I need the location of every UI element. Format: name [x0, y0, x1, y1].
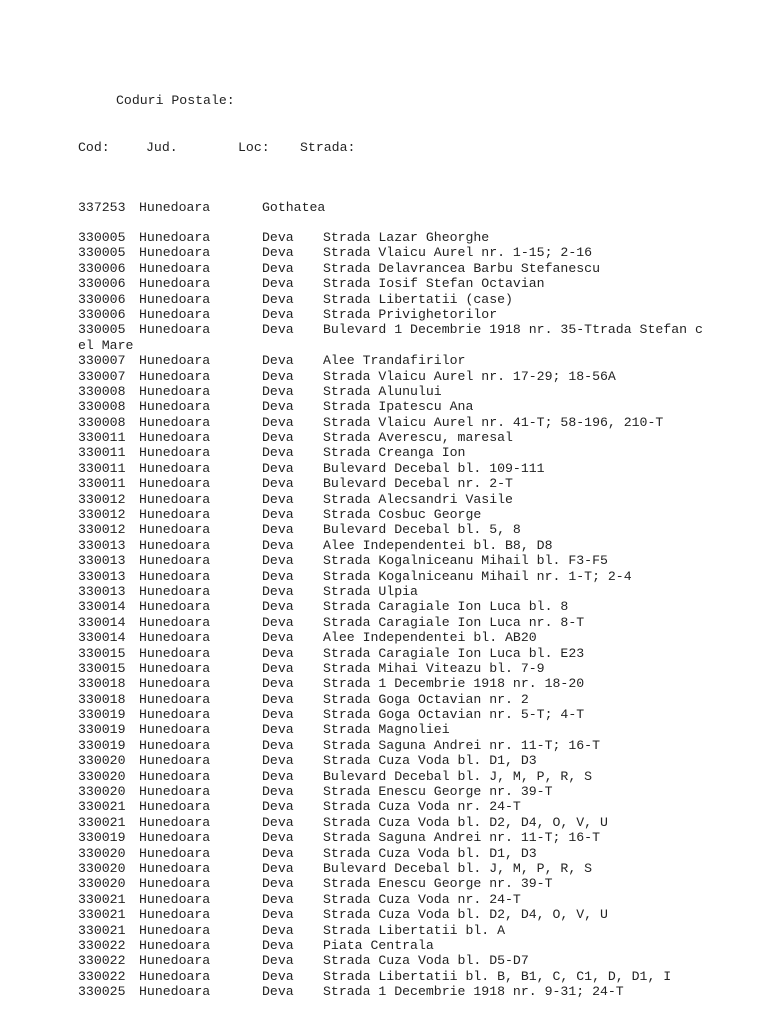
list-item	[0, 492, 768, 507]
list-item	[0, 461, 768, 476]
list-item	[0, 876, 768, 891]
loc-cell: Deva	[262, 984, 294, 1000]
strada-cell: Strada Libertatii (case)	[323, 291, 513, 307]
loc-cell: Deva	[262, 722, 294, 738]
list-item	[0, 261, 768, 276]
list-item	[0, 322, 768, 337]
cod-cell: 330020	[78, 861, 126, 876]
jud-cell: Hunedoara	[139, 830, 211, 846]
cod-cell: 330008	[78, 383, 126, 399]
cod-cell: 330007	[78, 353, 126, 369]
loc-cell: Deva	[262, 322, 294, 338]
jud-cell: Hunedoara	[139, 553, 211, 569]
cod-cell: 330015	[78, 660, 126, 676]
loc-cell: Deva	[262, 799, 294, 815]
list-item	[0, 707, 768, 722]
jud-cell: Hunedoara	[139, 522, 211, 538]
strada-cell: Strada Caragiale Ion Luca bl. E23	[323, 645, 585, 661]
jud-cell: Hunedoara	[139, 845, 211, 861]
jud-cell: Hunedoara	[139, 430, 211, 446]
list-item	[0, 784, 768, 799]
loc-cell: Deva	[262, 814, 294, 830]
loc-cell: Deva	[262, 414, 294, 430]
list-item	[0, 630, 768, 645]
cod-cell: 330020	[78, 845, 126, 861]
jud-cell: Hunedoara	[139, 476, 211, 492]
strada-cell: Alee Independentei bl. B8, D8	[323, 537, 553, 553]
strada-cell: Strada Enescu George nr. 39-T	[323, 784, 553, 800]
jud-cell: Hunedoara	[139, 722, 211, 738]
list-item	[0, 615, 768, 630]
list-item	[0, 476, 768, 491]
jud-cell: Hunedoara	[139, 753, 211, 769]
loc-cell: Deva	[262, 445, 294, 461]
strada-cell: Bulevard 1 Decembrie 1918 nr. 35-Ttrada Stefan c	[323, 322, 703, 338]
cod-cell: 330019	[78, 737, 126, 753]
cod-cell: 330013	[78, 537, 126, 553]
cod-cell: 330020	[78, 768, 126, 784]
cod-cell: 330020	[78, 784, 126, 800]
strada-cell: Bulevard Decebal bl. 5, 8	[323, 522, 521, 538]
jud-cell: Hunedoara	[139, 568, 211, 584]
loc-cell: Deva	[262, 922, 294, 938]
jud-cell: Hunedoara	[139, 861, 211, 876]
cod-cell: 330006	[78, 276, 126, 292]
list-item	[0, 522, 768, 537]
cod-cell: 330006	[78, 291, 126, 307]
list-item	[0, 815, 768, 830]
header-loc: Loc:	[238, 140, 270, 155]
list-item	[0, 646, 768, 661]
strada-cell: Alee Trandafirilor	[323, 353, 466, 369]
strada-cell: Strada Vlaicu Aurel nr. 17-29; 18-56A	[323, 368, 616, 384]
jud-cell: Hunedoara	[139, 937, 211, 953]
loc-cell: Deva	[262, 614, 294, 630]
list-item	[0, 584, 768, 599]
cod-cell: 330014	[78, 630, 126, 646]
header-strada: Strada:	[300, 140, 356, 155]
jud-cell: Hunedoara	[139, 291, 211, 307]
strada-cell: Strada Iosif Stefan Octavian	[323, 276, 545, 292]
jud-cell: Hunedoara	[139, 784, 211, 800]
loc-cell: Deva	[262, 907, 294, 923]
strada-cell: Piata Centrala	[323, 937, 434, 953]
jud-cell: Hunedoara	[139, 399, 211, 415]
loc-cell: Deva	[262, 968, 294, 984]
jud-cell: Hunedoara	[139, 383, 211, 399]
jud-cell: Hunedoara	[139, 922, 211, 938]
strada-cell: Strada Goga Octavian nr. 5-T; 4-T	[323, 707, 585, 723]
list-item	[0, 846, 768, 861]
header-cod: Cod:	[78, 140, 110, 155]
strada-cell: Strada Vlaicu Aurel nr. 41-T; 58-196, 210-T	[323, 414, 664, 430]
list-item	[0, 722, 768, 737]
jud-cell: Hunedoara	[139, 306, 211, 322]
cod-cell: 330012	[78, 522, 126, 538]
cod-cell: 330018	[78, 691, 126, 707]
list-item	[0, 569, 768, 584]
cod-cell: 330008	[78, 399, 126, 415]
list-item	[0, 445, 768, 460]
loc-cell: Deva	[262, 260, 294, 276]
strada-cell: Strada Libertatii bl. A	[323, 922, 506, 938]
loc-cell: Deva	[262, 891, 294, 907]
strada-cell: Strada Kogalniceanu Mihail bl. F3-F5	[323, 553, 608, 569]
strada-cell: Strada Averescu, maresal	[323, 430, 513, 446]
strada-cell: Strada Goga Octavian nr. 2	[323, 691, 529, 707]
strada-cell: Bulevard Decebal bl. J, M, P, R, S	[323, 861, 593, 876]
list-item	[0, 938, 768, 953]
jud-cell: Hunedoara	[139, 414, 211, 430]
strada-cell: Bulevard Decebal bl. 109-111	[323, 460, 545, 476]
cod-cell: 330022	[78, 937, 126, 953]
list-item	[0, 538, 768, 553]
list-item	[0, 307, 768, 322]
cod-cell: 330005	[78, 322, 126, 338]
jud-cell: Hunedoara	[139, 768, 211, 784]
strada-cell: Strada Libertatii bl. B, B1, C, C1, D, D1, I	[323, 968, 672, 984]
list-item	[0, 969, 768, 984]
list-item	[0, 245, 768, 260]
strada-cell: Strada Alunului	[323, 383, 442, 399]
list-item	[0, 415, 768, 430]
loc-cell: Deva	[262, 753, 294, 769]
cod-cell: 330014	[78, 599, 126, 615]
list-item	[0, 907, 768, 922]
strada-cell: Strada 1 Decembrie 1918 nr. 18-20	[323, 676, 585, 692]
cod-cell: 330008	[78, 414, 126, 430]
column-header-row	[0, 139, 768, 156]
loc-cell: Deva	[262, 676, 294, 692]
list-item	[0, 676, 768, 691]
loc-cell: Deva	[262, 368, 294, 384]
strada-cell: Strada Cuza Voda bl. D2, D4, O, V, U	[323, 907, 608, 923]
list-item	[0, 692, 768, 707]
list-item	[0, 984, 768, 999]
loc-cell: Deva	[262, 276, 294, 292]
cod-cell: 330022	[78, 953, 126, 969]
strada-cell: Strada Cuza Voda bl. D5-D7	[323, 953, 529, 969]
strada-cell: Strada Cuza Voda nr. 24-T	[323, 891, 521, 907]
strada-cell: Strada Caragiale Ion Luca nr. 8-T	[323, 614, 585, 630]
strada-cell: Strada Saguna Andrei nr. 11-T; 16-T	[323, 737, 600, 753]
strada-cell: Bulevard Decebal nr. 2-T	[323, 476, 513, 492]
loc-cell: Deva	[262, 353, 294, 369]
loc-cell: Deva	[262, 507, 294, 523]
strada-cell: Strada Caragiale Ion Luca bl. 8	[323, 599, 569, 615]
jud-cell: Hunedoara	[139, 645, 211, 661]
jud-cell: Hunedoara	[139, 799, 211, 815]
loc-cell: Deva	[262, 737, 294, 753]
strada-cell: Strada Kogalniceanu Mihail nr. 1-T; 2-4	[323, 568, 632, 584]
loc-cell: Deva	[262, 953, 294, 969]
jud-cell: Hunedoara	[139, 691, 211, 707]
list-item	[0, 799, 768, 814]
cod-cell: 330006	[78, 260, 126, 276]
cod-cell: 330019	[78, 722, 126, 738]
cod-cell: 330025	[78, 984, 126, 1000]
postal-code-list	[0, 200, 768, 1000]
list-item	[0, 769, 768, 784]
loc-cell: Deva	[262, 937, 294, 953]
list-item	[0, 599, 768, 614]
cod-cell: 337253	[78, 200, 126, 215]
loc-cell: Deva	[262, 568, 294, 584]
jud-cell: Hunedoara	[139, 368, 211, 384]
strada-cell: Strada Cuza Voda bl. D2, D4, O, V, U	[323, 814, 608, 830]
loc-cell: Deva	[262, 691, 294, 707]
jud-cell: Hunedoara	[139, 260, 211, 276]
cod-cell: 330011	[78, 476, 126, 492]
loc-cell: Deva	[262, 383, 294, 399]
jud-cell: Hunedoara	[139, 814, 211, 830]
loc-cell: Deva	[262, 245, 294, 261]
list-item	[0, 384, 768, 399]
strada-cell: Strada Privighetorilor	[323, 306, 498, 322]
list-item	[0, 369, 768, 384]
strada-cell: Strada 1 Decembrie 1918 nr. 9-31; 24-T	[323, 984, 624, 1000]
cod-cell: 330021	[78, 922, 126, 938]
strada-cell: Strada Cuza Voda bl. D1, D3	[323, 753, 537, 769]
list-item	[0, 430, 768, 445]
strada-cell: Strada Cuza Voda bl. D1, D3	[323, 845, 537, 861]
loc-cell: Deva	[262, 861, 294, 876]
strada-cell: Strada Mihai Viteazu bl. 7-9	[323, 660, 545, 676]
cod-cell: 330005	[78, 229, 126, 245]
cod-cell: 330005	[78, 245, 126, 261]
list-item	[0, 507, 768, 522]
list-item	[0, 753, 768, 768]
list-item	[0, 553, 768, 568]
cod-cell: 330014	[78, 614, 126, 630]
cod-cell: 330007	[78, 368, 126, 384]
loc-cell: Deva	[262, 460, 294, 476]
loc-cell: Deva	[262, 491, 294, 507]
loc-cell: Deva	[262, 306, 294, 322]
list-item	[0, 830, 768, 845]
strada-cell: Strada Ipatescu Ana	[323, 399, 474, 415]
cod-cell: 330020	[78, 876, 126, 892]
cod-cell: 330022	[78, 968, 126, 984]
jud-cell: Hunedoara	[139, 229, 211, 245]
strada-cell: Strada Cosbuc George	[323, 507, 482, 523]
loc-cell: Deva	[262, 599, 294, 615]
list-item	[0, 953, 768, 968]
jud-cell: Hunedoara	[139, 507, 211, 523]
jud-cell: Hunedoara	[139, 583, 211, 599]
list-item	[0, 399, 768, 414]
loc-cell: Deva	[262, 537, 294, 553]
cod-cell: 330019	[78, 707, 126, 723]
cod-cell: 330006	[78, 306, 126, 322]
loc-cell: Gothatea	[262, 200, 326, 215]
cod-cell: 330012	[78, 491, 126, 507]
jud-cell: Hunedoara	[139, 630, 211, 646]
cod-cell: 330021	[78, 907, 126, 923]
cod-cell: 330011	[78, 430, 126, 446]
strada-cell: Strada Creanga Ion	[323, 445, 466, 461]
strada-cell: Strada Magnoliei	[323, 722, 450, 738]
jud-cell: Hunedoara	[139, 953, 211, 969]
list-item	[0, 200, 768, 215]
cod-cell: 330015	[78, 645, 126, 661]
strada-cell: Alee Independentei bl. AB20	[323, 630, 537, 646]
cod-cell: 330013	[78, 568, 126, 584]
cod-cell: 330011	[78, 445, 126, 461]
loc-cell: Deva	[262, 876, 294, 892]
cod-cell: 330012	[78, 507, 126, 523]
jud-cell: Hunedoara	[139, 876, 211, 892]
cod-cell: 330020	[78, 753, 126, 769]
list-item	[0, 276, 768, 291]
strada-cell-wrap: el Mare	[78, 337, 134, 353]
jud-cell: Hunedoara	[139, 460, 211, 476]
loc-cell: Deva	[262, 630, 294, 646]
loc-cell: Deva	[262, 291, 294, 307]
list-item	[0, 230, 768, 245]
jud-cell: Hunedoara	[139, 599, 211, 615]
list-item	[0, 292, 768, 307]
jud-cell: Hunedoara	[139, 907, 211, 923]
jud-cell: Hunedoara	[139, 614, 211, 630]
strada-cell: Strada Alecsandri Vasile	[323, 491, 513, 507]
list-item	[0, 738, 768, 753]
jud-cell: Hunedoara	[139, 491, 211, 507]
cod-cell: 330013	[78, 583, 126, 599]
jud-cell: Hunedoara	[139, 245, 211, 261]
loc-cell: Deva	[262, 430, 294, 446]
cod-cell: 330021	[78, 891, 126, 907]
list-item	[0, 892, 768, 907]
jud-cell: Hunedoara	[139, 353, 211, 369]
cod-cell: 330011	[78, 460, 126, 476]
loc-cell: Deva	[262, 768, 294, 784]
loc-cell: Deva	[262, 229, 294, 245]
cod-cell: 330021	[78, 814, 126, 830]
loc-cell: Deva	[262, 845, 294, 861]
jud-cell: Hunedoara	[139, 707, 211, 723]
loc-cell: Deva	[262, 553, 294, 569]
loc-cell: Deva	[262, 645, 294, 661]
list-item	[0, 861, 768, 876]
cod-cell: 330019	[78, 830, 126, 846]
cod-cell: 330018	[78, 676, 126, 692]
loc-cell: Deva	[262, 522, 294, 538]
strada-cell: Strada Enescu George nr. 39-T	[323, 876, 553, 892]
cod-cell: 330021	[78, 799, 126, 815]
list-item	[0, 353, 768, 368]
loc-cell: Deva	[262, 707, 294, 723]
jud-cell: Hunedoara	[139, 891, 211, 907]
strada-cell: Bulevard Decebal bl. J, M, P, R, S	[323, 768, 593, 784]
page-title: Coduri Postale:	[116, 93, 235, 108]
list-item	[0, 661, 768, 676]
strada-cell: Strada Saguna Andrei nr. 11-T; 16-T	[323, 830, 600, 846]
cod-cell: 330013	[78, 553, 126, 569]
jud-cell: Hunedoara	[139, 984, 211, 1000]
loc-cell: Deva	[262, 476, 294, 492]
strada-cell: Strada Delavrancea Barbu Stefanescu	[323, 260, 600, 276]
jud-cell: Hunedoara	[139, 276, 211, 292]
strada-continuation	[0, 338, 768, 353]
jud-cell: Hunedoara	[139, 676, 211, 692]
jud-cell: Hunedoara	[139, 737, 211, 753]
jud-cell: Hunedoara	[139, 200, 211, 215]
strada-cell: Strada Lazar Gheorghe	[323, 229, 490, 245]
strada-cell: Strada Ulpia	[323, 583, 418, 599]
list-item	[0, 923, 768, 938]
strada-cell: Strada Cuza Voda nr. 24-T	[323, 799, 521, 815]
loc-cell: Deva	[262, 660, 294, 676]
jud-cell: Hunedoara	[139, 445, 211, 461]
jud-cell: Hunedoara	[139, 660, 211, 676]
loc-cell: Deva	[262, 784, 294, 800]
jud-cell: Hunedoara	[139, 537, 211, 553]
header-jud: Jud.	[146, 140, 178, 155]
loc-cell: Deva	[262, 830, 294, 846]
loc-cell: Deva	[262, 399, 294, 415]
jud-cell: Hunedoara	[139, 968, 211, 984]
loc-cell: Deva	[262, 583, 294, 599]
strada-cell: Strada Vlaicu Aurel nr. 1-15; 2-16	[323, 245, 593, 261]
jud-cell: Hunedoara	[139, 322, 211, 338]
